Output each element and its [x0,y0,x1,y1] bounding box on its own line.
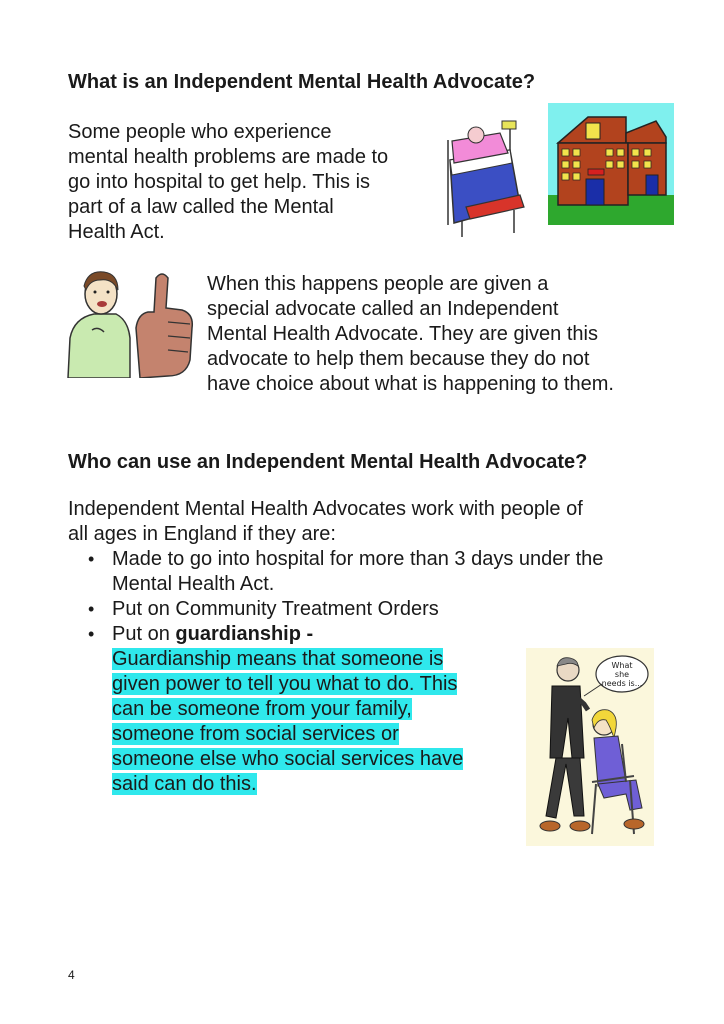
highlighted-line: given power to tell you what to do. This [112,673,458,695]
advocate-line: When this happens people are given a [207,273,549,295]
intro-line: go into hospital to get help. This is [68,171,371,193]
advocate-line: have choice about what is happening to them. [207,373,614,395]
speech-bubble-text-2: she [614,670,630,679]
list-item-community-treatment [68,597,668,622]
highlighted-line: can be someone from your family, [112,698,412,720]
speech-bubble-text-1: What [611,661,633,670]
highlighted-line: someone else who social services have [112,748,464,770]
guardianship-label [112,622,668,647]
hospital-bed-illustration [440,115,530,240]
section-heading-what-is-imha: What is an Independent Mental Health Advocate? [68,71,536,93]
list-item-hospital [68,547,668,597]
advocate-line: Mental Health Advocate. They are given this [207,323,598,345]
intro-paragraph [68,120,388,245]
highlighted-line: said can do this. [112,773,257,795]
intro-line: Some people who experience [68,121,332,143]
speech-bubble-text-3: needs is... [601,679,643,688]
who-intro-line: all ages in England if they are: [68,523,336,545]
page-number: 4 [68,968,75,982]
guardianship-prefix: Put on [112,623,176,645]
intro-line: Health Act. [68,221,165,243]
highlighted-line: someone from social services or [112,723,399,745]
advocate-paragraph [207,272,614,397]
advocate-line: advocate to help them because they do not [207,348,590,370]
advocate-line: special advocate called an Independent [207,298,559,320]
who-can-use-intro [68,497,583,547]
intro-line: mental health problems are made to [68,146,389,168]
highlighted-line: Guardianship means that someone is [112,648,444,670]
who-intro-line: Independent Mental Health Advocates work with people of [68,498,583,520]
section-heading-who-can-use: Who can use an Independent Mental Health Advocate? [68,451,588,473]
list-item-line: • Put on Community Treatment Orders [112,598,439,620]
guardianship-bold-term: guardianship - [175,623,314,645]
list-item-line: • Made to go into hospital for more than 3 days under the [112,548,604,570]
list-item-line: Mental Health Act. [112,573,275,595]
thumbs-up-person-illustration [64,268,204,378]
hospital-building-illustration [548,103,674,225]
intro-line: part of a law called the Mental [68,196,334,218]
guardianship-illustration [526,648,654,846]
